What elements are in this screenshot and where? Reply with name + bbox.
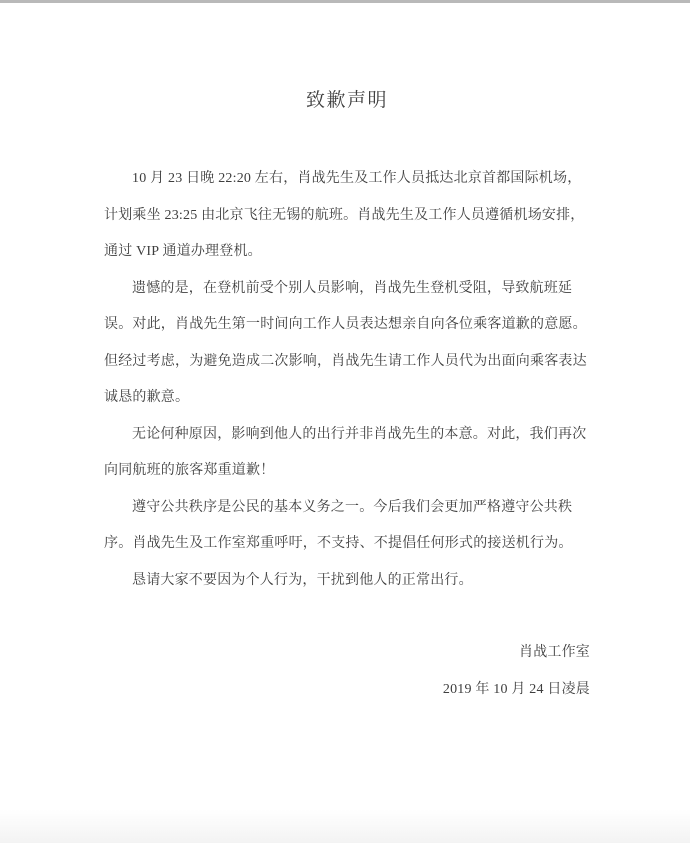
letter-title: 致歉声明 <box>305 90 388 111</box>
text-line: 诚恳的歉意。 <box>104 390 190 405</box>
signature-date: 2019 年 10 月 24 日凌晨 <box>442 681 590 697</box>
paragraph-restate-apology <box>104 417 590 490</box>
text-line: 无论何种原因，影响到他人的出行并非肖战先生的本意。对此，我们再次 <box>132 426 587 442</box>
text-line: 但经过考虑，为避免造成二次影响，肖战先生请工作人员代为出面向乘客表达 <box>104 353 587 369</box>
signature-block <box>104 635 590 708</box>
text-line: 10 月 23 日晚 22:20 左右，肖战先生及工作人员抵达北京首都国际机场， <box>132 171 582 186</box>
paragraph-public-order <box>104 490 590 563</box>
paragraph-arrival <box>104 161 590 271</box>
text-line: 遵守公共秩序是公民的基本义务之一。今后我们会更加严格遵守公共秩 <box>132 499 573 515</box>
text-line: 遗憾的是，在登机前受个别人员影响，肖战先生登机受阻，导致航班延 <box>132 280 573 296</box>
text-line: 通过 VIP 通道办理登机。 <box>104 244 262 259</box>
text-line: 序。肖战先生及工作室郑重呼吁，不支持、不提倡任何形式的接送机行为。 <box>104 536 573 551</box>
signature-name: 肖战工作室 <box>519 645 590 660</box>
text-line: 恳请大家不要因为个人行为，干扰到他人的正常出行。 <box>132 572 473 588</box>
apology-letter <box>0 3 690 708</box>
text-line: 向同航班的旅客郑重道歉！ <box>104 463 275 478</box>
paragraph-appeal <box>104 563 590 600</box>
text-line: 计划乘坐 23:25 由北京飞往无锡的航班。肖战先生及工作人员遵循机场安排， <box>104 207 585 223</box>
text-line: 误。对此，肖战先生第一时间向工作人员表达想亲自向各位乘客道歉的意愿。 <box>104 317 587 332</box>
paragraph-delay-apology <box>104 271 590 417</box>
